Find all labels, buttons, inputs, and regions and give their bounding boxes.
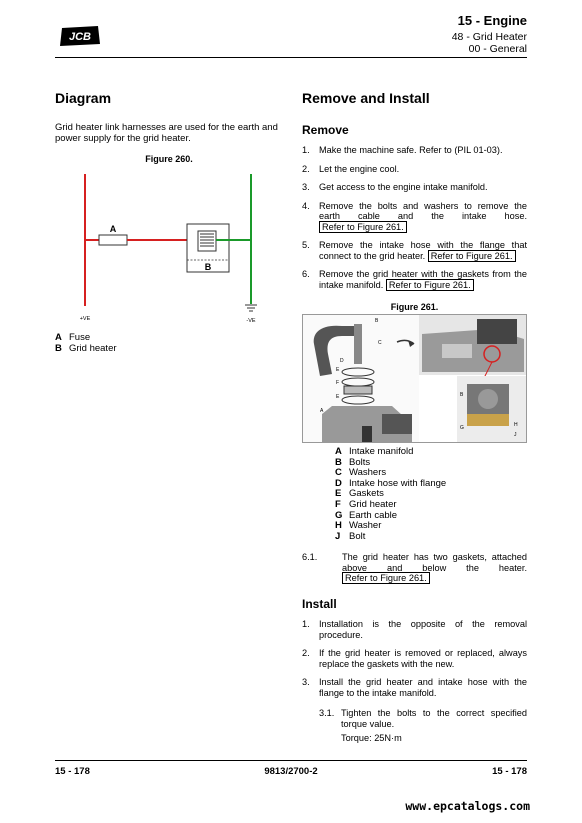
chapter-section: 00 - General (468, 43, 527, 55)
website-link[interactable]: www.epcatalogs.com (405, 799, 530, 813)
callout-c: C (378, 340, 382, 346)
legend-item: A Fuse (55, 332, 91, 343)
legend-item: B Grid heater (55, 342, 117, 354)
list-item: 6. Remove the grid heater with the gaskets from the intake manifold. Refer to Figure 261. (302, 269, 527, 290)
callout-d: D (340, 358, 344, 364)
diagram-heading: Diagram (55, 90, 112, 106)
legend-item: F Grid heater (335, 498, 397, 510)
label-positive: +VE (79, 316, 91, 322)
diagram-intro: Grid heater link harnesses are used for the earth and power supply for the grid heater. (55, 122, 278, 144)
callout-j: J (514, 432, 517, 438)
earth-symbol (245, 305, 257, 311)
chapter-subtitle: 48 - Grid Heater (451, 31, 527, 43)
legend-item: J Bolt (335, 530, 366, 542)
list-item: 3. Install the grid heater and intake hose with the flange to the intake manifold. (302, 677, 527, 698)
legend-item: C Washers (335, 467, 387, 479)
remove-install-heading: Remove and Install (302, 90, 430, 106)
list-item: 4. Remove the bolts and washers to remove the earth cable and the intake hose. Refer to Figure 261. (302, 200, 527, 232)
install-steps (302, 619, 527, 706)
legend-item: B Bolts (335, 456, 371, 468)
callout-a: A (320, 408, 324, 414)
figure-261-link[interactable]: Refer to Figure 261. (342, 572, 430, 584)
callout-b2: B (460, 392, 464, 398)
remove-heading: Remove (302, 123, 349, 137)
figure-260-legend (55, 333, 117, 354)
figure-261-illustration (302, 314, 527, 443)
document-number: 9813/2700-2 (264, 766, 318, 777)
footer-rule (55, 760, 527, 761)
list-item: 3. Get access to the engine intake manifold. (302, 182, 488, 192)
callout-b: B (375, 318, 379, 324)
list-item: 5. Remove the intake hose with the flange that connect to the grid heater. Refer to Figure 261. (302, 240, 527, 261)
chapter-title: 15 - Engine (457, 13, 527, 28)
header-rule (55, 57, 527, 58)
legend-item: G Earth cable (335, 509, 398, 521)
legend-item: D Intake hose with flange (335, 477, 447, 489)
legend-item: E Gaskets (335, 488, 384, 500)
label-a: A (109, 224, 117, 234)
figure-261-caption: Figure 261. (390, 302, 439, 312)
torque-value: Torque: 25N·m (341, 733, 402, 743)
jcb-logo (58, 24, 102, 48)
install-heading: Install (302, 597, 337, 611)
remove-steps (302, 145, 527, 298)
page-number-left: 15 - 178 (55, 766, 90, 777)
callout-e: E (336, 367, 340, 373)
install-substep: 3.1. Tighten the bolts to the correct specified torque value. Torque: 25N·m (319, 708, 527, 743)
figure-261-link[interactable]: Refer to Figure 261. (386, 279, 474, 291)
figure-260-caption: Figure 260. (145, 154, 193, 164)
figure-261-link[interactable]: Refer to Figure 261. (319, 221, 407, 233)
remove-note: 6.1. The grid heater has two gaskets, attached above and below the heater. Refer to Figure 261. (302, 552, 527, 583)
legend-item: A Intake manifold (335, 446, 414, 457)
page-number-right: 15 - 178 (492, 766, 527, 777)
svg-text:JCB: JCB (68, 31, 92, 43)
list-item: 1. Make the machine safe. Refer to (PIL 01-03). (302, 145, 503, 155)
list-item: 1. Installation is the opposite of the removal procedure. (302, 619, 527, 640)
label-b: B (204, 262, 212, 272)
list-item: 2. If the grid heater is removed or replaced, always replace the gaskets with the new. (302, 648, 527, 669)
figure-261-legend (335, 447, 446, 542)
fuse-symbol (99, 235, 127, 245)
callout-g: G (460, 425, 464, 431)
label-negative: -VE (246, 318, 256, 324)
callout-f: F (336, 380, 340, 386)
callout-h: H (514, 422, 518, 428)
callout-e2: E (336, 394, 340, 400)
figure-261-link[interactable]: Refer to Figure 261. (428, 250, 516, 262)
list-item: 2. Let the engine cool. (302, 163, 400, 174)
legend-item: H Washer (335, 520, 382, 532)
wiring-diagram (55, 166, 283, 328)
